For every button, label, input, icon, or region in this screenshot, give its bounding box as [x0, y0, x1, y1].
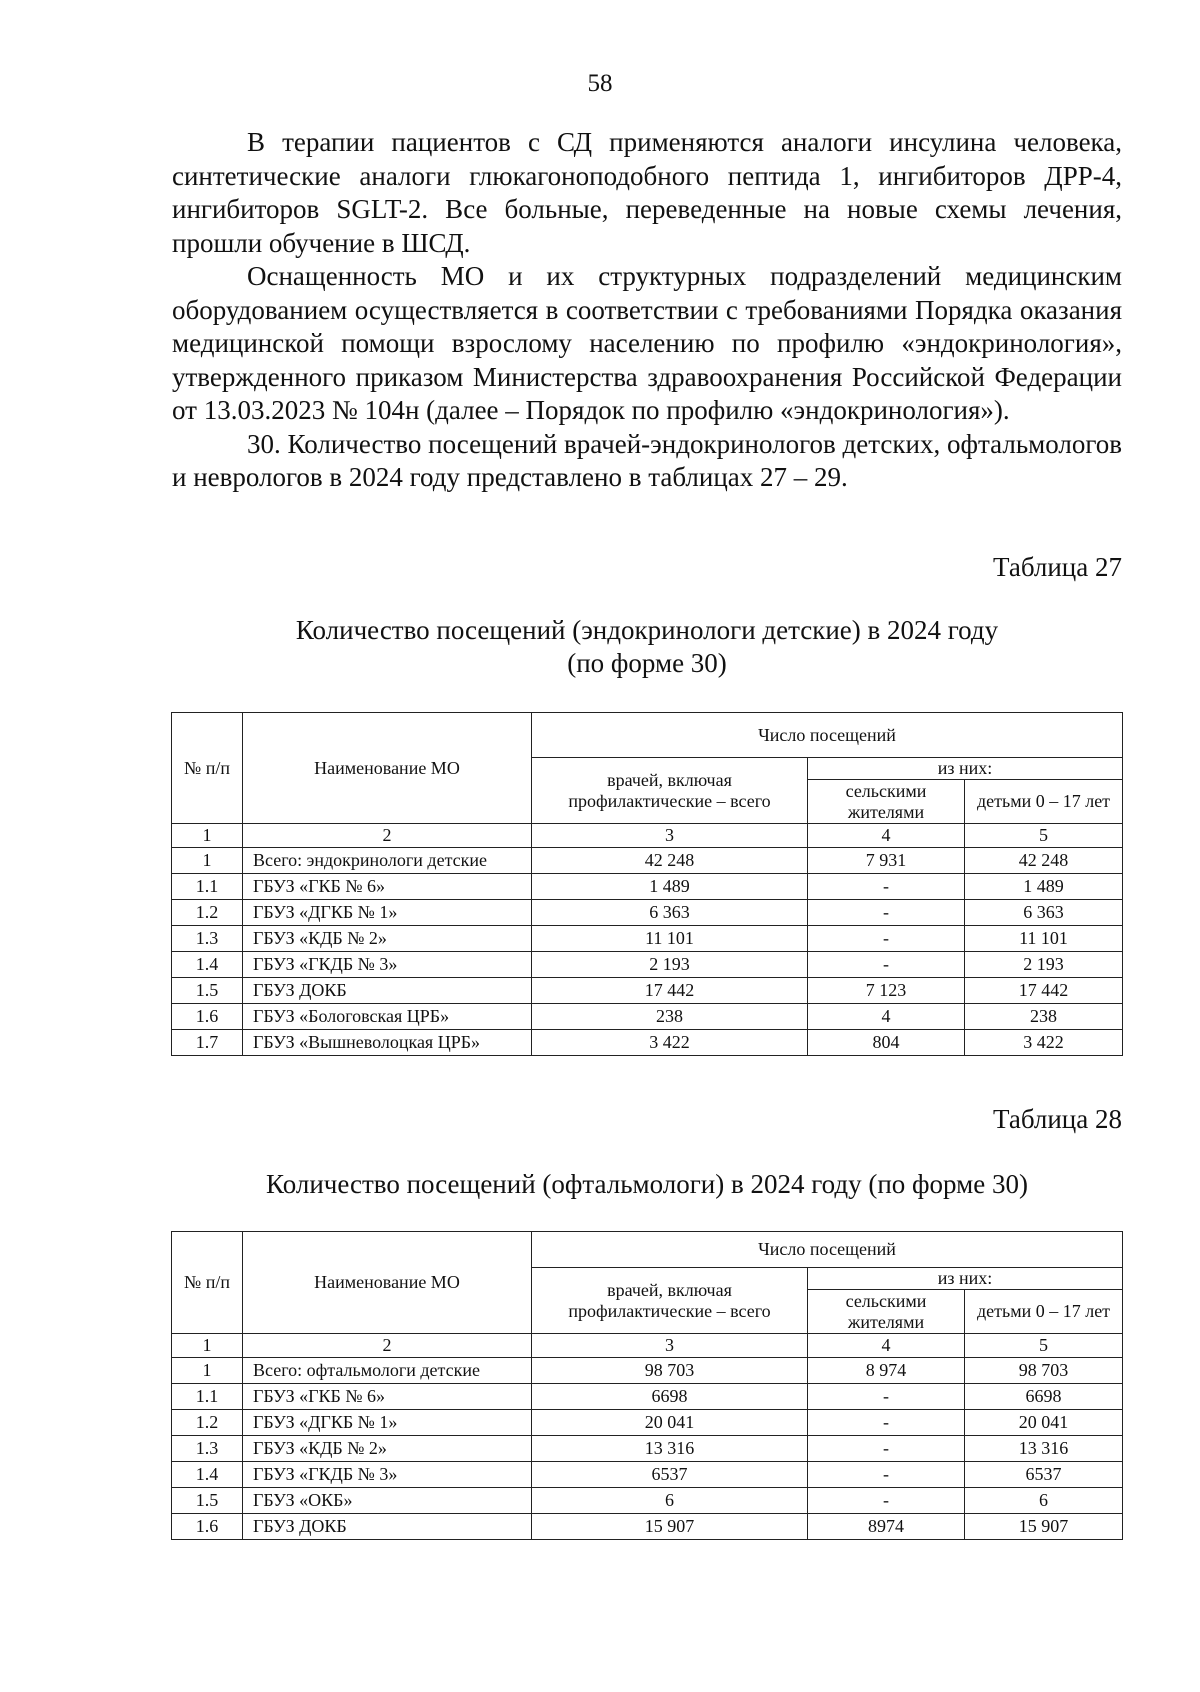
visits-children: 3 422 — [965, 1030, 1123, 1056]
visits-rural: 8974 — [808, 1514, 965, 1540]
visits-total: 6 363 — [532, 900, 808, 926]
organization-name: ГБУЗ «ДГКБ № 1» — [243, 1410, 532, 1436]
organization-name: ГБУЗ «КДБ № 2» — [243, 926, 532, 952]
column-index-cell: 1 — [172, 824, 243, 848]
visits-rural: 7 931 — [808, 848, 965, 874]
header-rural: сельскими жителями — [808, 780, 965, 824]
header-name: Наименование МО — [243, 713, 532, 824]
organization-name: ГБУЗ «ГКБ № 6» — [243, 874, 532, 900]
row-number: 1 — [172, 1358, 243, 1384]
visits-rural: 804 — [808, 1030, 965, 1056]
table-row — [172, 1384, 1123, 1410]
table-row — [172, 874, 1123, 900]
body-text — [172, 126, 1122, 495]
visits-total: 1 489 — [532, 874, 808, 900]
visits-total: 6537 — [532, 1462, 808, 1488]
organization-name: ГБУЗ ДОКБ — [243, 978, 532, 1004]
table-row — [172, 1514, 1123, 1540]
row-number: 1.1 — [172, 1384, 243, 1410]
column-index-cell: 2 — [243, 1334, 532, 1358]
table-row — [172, 978, 1123, 1004]
row-number: 1.5 — [172, 978, 243, 1004]
row-number: 1.4 — [172, 952, 243, 978]
table27-caption: Таблица 27 — [993, 552, 1122, 582]
visits-children: 11 101 — [965, 926, 1123, 952]
table28 — [171, 1231, 1123, 1540]
visits-rural: - — [808, 952, 965, 978]
table-row — [172, 1030, 1123, 1056]
row-number: 1.7 — [172, 1030, 243, 1056]
column-index-cell: 2 — [243, 824, 532, 848]
visits-total: 6698 — [532, 1384, 808, 1410]
visits-children: 98 703 — [965, 1358, 1123, 1384]
table-row — [172, 926, 1123, 952]
header-num: № п/п — [172, 1232, 243, 1334]
paragraph-equipment: Оснащенность МО и их структурных подразделений медицинским оборудованием осуществляется в соответствии с требованиями Порядка оказания медицинской помощи взрослому населению по профилю «эндокринология», утвержденного приказом Министерства здравоохранения Российской Федерации от 13.03.2023 № 104н (далее – Порядок по профилю «эндокринология»). — [172, 261, 1122, 425]
visits-total: 20 041 — [532, 1410, 808, 1436]
organization-name: ГБУЗ «ДГКБ № 1» — [243, 900, 532, 926]
table-row — [172, 1410, 1123, 1436]
table27-title-line2: (по форме 30) — [567, 648, 727, 678]
visits-rural: - — [808, 1488, 965, 1514]
visits-children: 20 041 — [965, 1410, 1123, 1436]
organization-name: ГБУЗ «ГКБ № 6» — [243, 1384, 532, 1410]
visits-rural: - — [808, 900, 965, 926]
column-index-cell: 5 — [965, 1334, 1123, 1358]
table28-title-line1: Количество посещений (офтальмологи) в 2024 году (по форме 30) — [266, 1169, 1028, 1199]
visits-total: 98 703 — [532, 1358, 808, 1384]
visits-total: 42 248 — [532, 848, 808, 874]
header-of-them: из них: — [808, 1268, 1123, 1290]
visits-rural: - — [808, 1410, 965, 1436]
visits-total: 15 907 — [532, 1514, 808, 1540]
table27 — [171, 712, 1123, 1056]
column-index-row — [172, 824, 1123, 848]
organization-name: Всего: офтальмологи детские — [243, 1358, 532, 1384]
row-number: 1.5 — [172, 1488, 243, 1514]
visits-children: 6 — [965, 1488, 1123, 1514]
column-index-row — [172, 1334, 1123, 1358]
table28-title — [172, 1168, 1122, 1201]
page-number: 58 — [587, 70, 613, 97]
visits-children: 17 442 — [965, 978, 1123, 1004]
visits-children: 6537 — [965, 1462, 1123, 1488]
visits-children: 42 248 — [965, 848, 1123, 874]
visits-rural: - — [808, 1462, 965, 1488]
header-doctors: врачей, включая профилактические – всего — [532, 1268, 808, 1334]
table-row — [172, 1004, 1123, 1030]
visits-children: 6 363 — [965, 900, 1123, 926]
row-number: 1.3 — [172, 926, 243, 952]
visits-children: 13 316 — [965, 1436, 1123, 1462]
visits-children: 6698 — [965, 1384, 1123, 1410]
table-row — [172, 952, 1123, 978]
table-row — [172, 1462, 1123, 1488]
visits-rural: - — [808, 1384, 965, 1410]
visits-rural: - — [808, 926, 965, 952]
organization-name: ГБУЗ «ОКБ» — [243, 1488, 532, 1514]
table27-title-line1: Количество посещений (эндокринологи детские) в 2024 году — [295, 615, 999, 645]
table-row — [172, 848, 1123, 874]
table27-title — [172, 614, 1122, 680]
header-num: № п/п — [172, 713, 243, 824]
organization-name: ГБУЗ «КДБ № 2» — [243, 1436, 532, 1462]
header-children: детьми 0 – 17 лет — [965, 780, 1123, 824]
table-row — [172, 1436, 1123, 1462]
table28-caption: Таблица 28 — [993, 1104, 1122, 1134]
visits-rural: 8 974 — [808, 1358, 965, 1384]
visits-total: 6 — [532, 1488, 808, 1514]
visits-total: 238 — [532, 1004, 808, 1030]
column-index-cell: 5 — [965, 824, 1123, 848]
visits-total: 2 193 — [532, 952, 808, 978]
visits-total: 3 422 — [532, 1030, 808, 1056]
column-index-cell: 4 — [808, 1334, 965, 1358]
organization-name: ГБУЗ ДОКБ — [243, 1514, 532, 1540]
visits-rural: - — [808, 874, 965, 900]
table-row — [172, 1488, 1123, 1514]
organization-name: Всего: эндокринологи детские — [243, 848, 532, 874]
organization-name: ГБУЗ «Бологовская ЦРБ» — [243, 1004, 532, 1030]
visits-children: 1 489 — [965, 874, 1123, 900]
header-visits: Число посещений — [532, 713, 1123, 758]
visits-total: 17 442 — [532, 978, 808, 1004]
visits-total: 13 316 — [532, 1436, 808, 1462]
visits-children: 2 193 — [965, 952, 1123, 978]
paragraph-visits: 30. Количество посещений врачей-эндокринологов детских, офтальмологов и неврологов в 2024 году представлено в таблицах 27 – 29. — [172, 428, 1122, 492]
visits-children: 238 — [965, 1004, 1123, 1030]
table-row — [172, 900, 1123, 926]
header-visits: Число посещений — [532, 1232, 1123, 1268]
header-name: Наименование МО — [243, 1232, 532, 1334]
header-rural: сельскими жителями — [808, 1290, 965, 1334]
table-row — [172, 1358, 1123, 1384]
organization-name: ГБУЗ «Вышневолоцкая ЦРБ» — [243, 1030, 532, 1056]
row-number: 1.2 — [172, 1410, 243, 1436]
row-number: 1 — [172, 848, 243, 874]
header-of-them: из них: — [808, 758, 1123, 780]
row-number: 1.6 — [172, 1004, 243, 1030]
visits-children: 15 907 — [965, 1514, 1123, 1540]
header-children: детьми 0 – 17 лет — [965, 1290, 1123, 1334]
column-index-cell: 1 — [172, 1334, 243, 1358]
column-index-cell: 3 — [532, 824, 808, 848]
visits-rural: - — [808, 1436, 965, 1462]
row-number: 1.6 — [172, 1514, 243, 1540]
column-index-cell: 3 — [532, 1334, 808, 1358]
paragraph-therapy: В терапии пациентов с СД применяются аналоги инсулина человека, синтетические аналоги глюкагоноподобного пептида 1, ингибиторов ДРР-4, ингибиторов SGLT-2. Все больные, переведенные на новые схемы лечения, прошли обучение в ШСД. — [172, 127, 1122, 258]
header-doctors: врачей, включая профилактические – всего — [532, 758, 808, 824]
organization-name: ГБУЗ «ГКДБ № 3» — [243, 952, 532, 978]
visits-rural: 7 123 — [808, 978, 965, 1004]
row-number: 1.2 — [172, 900, 243, 926]
column-index-cell: 4 — [808, 824, 965, 848]
row-number: 1.1 — [172, 874, 243, 900]
row-number: 1.4 — [172, 1462, 243, 1488]
visits-total: 11 101 — [532, 926, 808, 952]
visits-rural: 4 — [808, 1004, 965, 1030]
organization-name: ГБУЗ «ГКДБ № 3» — [243, 1462, 532, 1488]
row-number: 1.3 — [172, 1436, 243, 1462]
